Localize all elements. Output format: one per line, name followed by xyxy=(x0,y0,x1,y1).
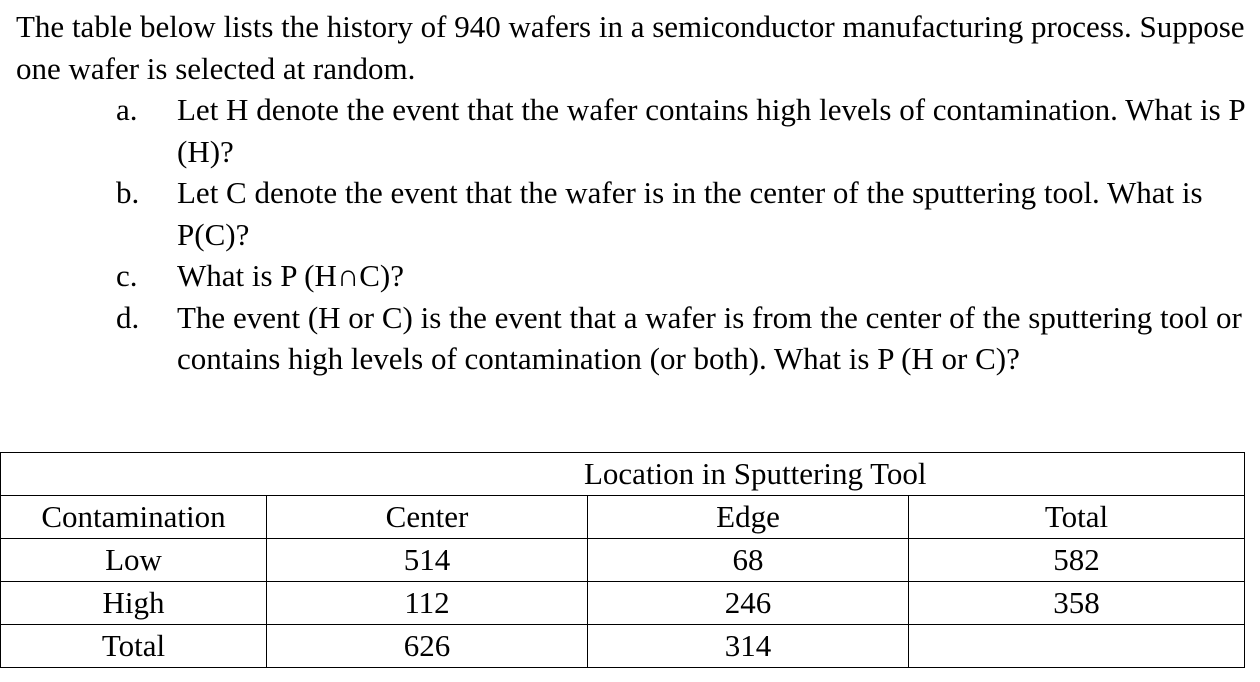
row-label: Total xyxy=(1,625,267,668)
cell-edge: 246 xyxy=(588,582,909,625)
cell-center: 112 xyxy=(267,582,588,625)
question-list xyxy=(16,89,1252,380)
table-row xyxy=(1,625,1245,668)
question-letter: d. xyxy=(116,299,140,335)
question-letter: c. xyxy=(116,258,138,293)
cell-center: 514 xyxy=(267,539,588,582)
question-text: Let H denote the event that the wafer contains high levels of contamination. What is P (H)? xyxy=(177,92,1245,169)
question-text: What is P (H∩C)? xyxy=(177,258,405,293)
table-column-header-row xyxy=(1,496,1245,539)
column-header-edge: Edge xyxy=(588,496,909,539)
question-text: Let C denote the event that the wafer is in the center of the sputtering tool. What is P(C)? xyxy=(177,175,1203,252)
column-header-center: Center xyxy=(267,496,588,539)
column-header-total: Total xyxy=(909,496,1245,539)
table-row xyxy=(1,582,1245,625)
question-c xyxy=(16,255,1252,297)
question-letter: a. xyxy=(116,92,138,127)
cell-edge: 68 xyxy=(588,539,909,582)
question-b xyxy=(16,172,1252,255)
group-header-location: Location in Sputtering Tool xyxy=(267,453,1245,496)
contamination-table xyxy=(0,452,1245,668)
column-header-contamination: Contamination xyxy=(1,496,267,539)
question-a xyxy=(16,89,1252,172)
cell-total: 358 xyxy=(909,582,1245,625)
row-label: High xyxy=(1,582,267,625)
row-label: Low xyxy=(1,539,267,582)
cell-edge: 314 xyxy=(588,625,909,668)
question-text: The event (H or C) is the event that a wafer is from the center of the sputtering tool or contains high levels of contamination (or both). What is P (H or C)? xyxy=(177,299,1242,376)
question-d xyxy=(16,297,1252,380)
question-letter: b. xyxy=(116,175,140,210)
cell-total: 582 xyxy=(909,539,1245,582)
cell-center: 626 xyxy=(267,625,588,668)
cell-total xyxy=(909,625,1245,668)
table-row xyxy=(1,539,1245,582)
problem-document xyxy=(16,0,1252,380)
problem-intro: The table below lists the history of 940 wafers in a semiconductor manufacturing process. Suppose one wafer is selected at random. xyxy=(16,9,1245,86)
contamination-table-container xyxy=(0,452,1244,668)
table-empty-corner xyxy=(1,453,267,496)
table-group-header-row xyxy=(1,453,1245,496)
